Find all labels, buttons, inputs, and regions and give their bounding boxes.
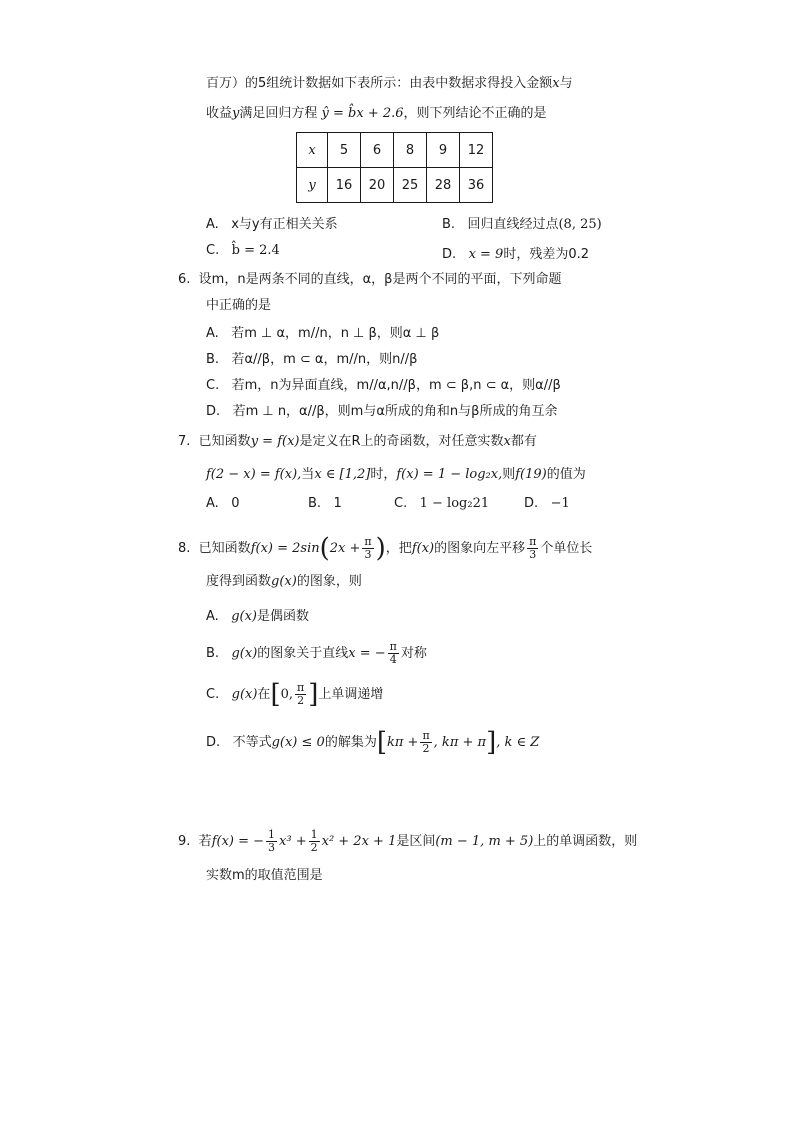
- option-math: g(x): [231, 687, 258, 702]
- q5-option-d[interactable]: [442, 243, 589, 262]
- q7-definition: f(x) = 1 − log₂x,: [396, 467, 503, 482]
- option-text: b̂ = 2.4: [231, 243, 280, 258]
- q7-option-d[interactable]: [524, 496, 570, 511]
- option-text: x与y有正相关关系: [231, 217, 338, 232]
- q7-stem-text: 已知函数: [198, 434, 251, 449]
- q7-option-c[interactable]: [394, 496, 489, 511]
- question-number: 6.: [178, 272, 191, 287]
- q9-term: x³ +: [279, 834, 307, 849]
- q8-stem-text: 已知函数: [198, 541, 251, 556]
- interval-start: 0,: [280, 687, 293, 702]
- option-label: B.: [442, 217, 456, 232]
- option-label: A.: [206, 217, 219, 232]
- option-text: 若m，n为异面直线，m//α,n//β，m ⊂ β,n ⊂ α，则α//β: [231, 378, 561, 393]
- left-bracket: [: [376, 727, 387, 758]
- q5-regression-equation: ŷ = b̂x + 2.6: [321, 106, 404, 121]
- table-cell: 16: [328, 168, 361, 203]
- table-cell: 9: [427, 133, 460, 168]
- q6-option-c[interactable]: [206, 374, 561, 393]
- option-label: B.: [206, 646, 220, 661]
- option-label: D.: [442, 247, 457, 262]
- interval-tail: , k ∈ Z: [496, 735, 540, 750]
- table-cell: 12: [460, 133, 493, 168]
- q7-stem-text: 时，: [370, 467, 397, 482]
- option-text: 1 − log₂21: [419, 496, 490, 511]
- q5-line2-text-3: ，则下列结论不正确的是: [403, 106, 547, 121]
- numerator: π: [364, 535, 372, 548]
- q5-stem-line2: [206, 104, 547, 124]
- q5-option-a[interactable]: [206, 213, 338, 232]
- q7-query: f(19): [515, 467, 547, 482]
- q9-stem-text: 上的单调函数，则: [533, 834, 638, 849]
- q8-function-ref: f(x): [411, 541, 435, 556]
- option-label: B.: [308, 496, 322, 511]
- option-text: 是偶函数: [257, 609, 310, 624]
- left-bracket: [: [270, 679, 281, 710]
- numerator: π: [422, 729, 430, 742]
- q7-var-x: x: [503, 434, 511, 449]
- q8-option-c[interactable]: [206, 681, 383, 709]
- option-text: 在: [257, 687, 271, 702]
- q8-option-a[interactable]: [206, 605, 309, 624]
- q7-stem-text: 都有: [510, 434, 537, 449]
- q5-var-x: x: [552, 76, 560, 91]
- q8-argument: 2x +: [329, 541, 361, 556]
- table-cell: 25: [394, 168, 427, 203]
- option-condition: x = 9: [468, 247, 504, 262]
- question-number: 8.: [178, 541, 191, 556]
- q8-option-d[interactable]: [206, 729, 539, 757]
- q5-var-y: y: [232, 106, 240, 121]
- denominator: 4: [389, 653, 397, 666]
- option-label: D.: [206, 735, 221, 750]
- fraction-pi-2: [420, 730, 431, 755]
- q8-stem-text: 个单位长: [540, 541, 593, 556]
- table-header-y: y: [297, 168, 328, 203]
- question-number: 9.: [178, 834, 191, 849]
- option-text: 若α//β，m ⊂ α，m//n，则n//β: [231, 352, 418, 367]
- option-label: B.: [206, 352, 220, 367]
- q9-stem-line1: [178, 828, 637, 856]
- q7-stem-text: 则: [502, 467, 516, 482]
- option-point: (8, 25): [558, 217, 602, 232]
- option-label: C.: [206, 243, 220, 258]
- option-text: 对称: [400, 646, 427, 661]
- q9-term: x² + 2x + 1: [321, 834, 397, 849]
- numerator: 1: [310, 828, 318, 841]
- q5-data-table: [296, 132, 493, 203]
- numerator: π: [297, 681, 305, 694]
- q5-option-b[interactable]: [442, 213, 602, 232]
- denominator: 3: [364, 548, 372, 561]
- fraction-pi-3: [527, 536, 538, 561]
- option-eq: x = −: [348, 646, 386, 661]
- denominator: 2: [310, 841, 318, 854]
- q6-option-d[interactable]: [206, 400, 557, 419]
- option-text: 1: [333, 496, 342, 511]
- option-text: 若m ⊥ α，m//n，n ⊥ β，则α ⊥ β: [231, 326, 440, 341]
- q7-stem-line2: [206, 465, 586, 485]
- q9-stem-line2: [206, 866, 323, 886]
- q6-stem: 设m，n是两条不同的直线，α，β是两个不同的平面，下列命题: [198, 272, 562, 287]
- q5-intro-line: [206, 74, 573, 94]
- denominator: 2: [297, 694, 305, 707]
- q5-intro-text: 百万）的5组统计数据如下表所示：由表中数据求得投入金额: [206, 76, 553, 91]
- fraction-pi-4: [388, 641, 399, 666]
- table-cell: 5: [328, 133, 361, 168]
- q8-function: f(x) = 2sin: [250, 541, 320, 556]
- q7-stem-text: 是定义在R上的奇函数，对任意实数: [299, 434, 504, 449]
- q9-stem-text: 是区间: [396, 834, 436, 849]
- q6-stem-2: 中正确的是: [206, 298, 272, 313]
- table-cell: 28: [427, 168, 460, 203]
- q7-stem-text: 的值为: [546, 467, 586, 482]
- option-text: 回归直线经过点: [467, 217, 559, 232]
- q5-line2-text-2: 满足回归方程: [239, 106, 318, 121]
- q8-stem-text: 的图象向左平移: [434, 541, 526, 556]
- q9-stem-text: 实数m的取值范围是: [206, 868, 323, 883]
- interval-b: , kπ + π: [433, 735, 487, 750]
- option-label: A.: [206, 609, 219, 624]
- q6-stem-line1: [178, 270, 561, 290]
- numerator: 1: [268, 828, 276, 841]
- table-row: [297, 168, 493, 203]
- q9-function: f(x) = −: [211, 834, 265, 849]
- option-text: 若m ⊥ n，α//β，则m与α所成的角和n与β所成的角互余: [232, 404, 558, 419]
- table-cell: 20: [361, 168, 394, 203]
- right-paren: ): [375, 533, 386, 564]
- q6-stem-line2: [206, 296, 271, 316]
- option-label: D.: [206, 404, 221, 419]
- q9-stem-text: 若: [198, 834, 212, 849]
- option-label: C.: [206, 378, 220, 393]
- option-label: A.: [206, 496, 219, 511]
- option-text: 0: [231, 496, 240, 511]
- table-cell: 6: [361, 133, 394, 168]
- option-label: C.: [394, 496, 408, 511]
- numerator: π: [389, 640, 397, 653]
- q7-stem-line1: [178, 432, 537, 452]
- q8-stem-text: ，把: [385, 541, 412, 556]
- option-text: −1: [550, 496, 570, 511]
- q8-stem-text: 度得到函数: [206, 574, 272, 589]
- option-math: g(x): [231, 609, 257, 624]
- right-bracket: ]: [486, 727, 497, 758]
- fraction-1-2: [309, 829, 320, 854]
- table-cell: 36: [460, 168, 493, 203]
- option-ineq: g(x) ≤ 0: [271, 735, 325, 750]
- q8-stem-line2: [206, 572, 362, 592]
- option-text: 的图象关于直线: [257, 646, 349, 661]
- denominator: 3: [529, 548, 537, 561]
- option-text: 不等式: [232, 735, 272, 750]
- fraction-pi-3: [362, 536, 373, 561]
- fraction-pi-2: [295, 682, 306, 707]
- q7-option-b[interactable]: [308, 496, 342, 511]
- q8-option-b[interactable]: [206, 640, 427, 668]
- q5-line2-text: 收益: [206, 106, 233, 121]
- q9-interval: (m − 1, m + 5): [435, 834, 534, 849]
- denominator: 2: [422, 742, 430, 755]
- q7-function: y = f(x): [250, 434, 300, 449]
- option-math: g(x): [231, 646, 258, 661]
- numerator: π: [529, 535, 537, 548]
- q7-option-a[interactable]: [206, 496, 239, 511]
- option-text: 上单调递增: [318, 687, 384, 702]
- fraction-1-3: [266, 829, 277, 854]
- q5-intro-text-2: 与: [559, 76, 573, 91]
- q8-g-function: g(x): [271, 574, 297, 589]
- interval-a: kπ +: [386, 735, 419, 750]
- option-label: A.: [206, 326, 219, 341]
- q8-stem-line1: [178, 535, 592, 563]
- left-paren: (: [319, 533, 330, 564]
- table-row: [297, 133, 493, 168]
- denominator: 3: [268, 841, 276, 854]
- q7-equation: f(2 − x) = f(x),: [206, 467, 302, 482]
- q7-stem-text: 当: [301, 467, 315, 482]
- q7-interval: x ∈ [1,2]: [314, 467, 371, 482]
- option-label: D.: [524, 496, 539, 511]
- option-text: 时，残差为0.2: [503, 247, 590, 262]
- q5-option-c[interactable]: [206, 243, 280, 258]
- option-text: 的解集为: [324, 735, 377, 750]
- option-label: C.: [206, 687, 220, 702]
- table-cell: 8: [394, 133, 427, 168]
- q8-stem-text: 的图象，则: [296, 574, 362, 589]
- table-header-x: x: [297, 133, 328, 168]
- right-bracket: ]: [308, 679, 319, 710]
- q6-option-b[interactable]: [206, 348, 417, 367]
- question-number: 7.: [178, 434, 191, 449]
- q6-option-a[interactable]: [206, 322, 439, 341]
